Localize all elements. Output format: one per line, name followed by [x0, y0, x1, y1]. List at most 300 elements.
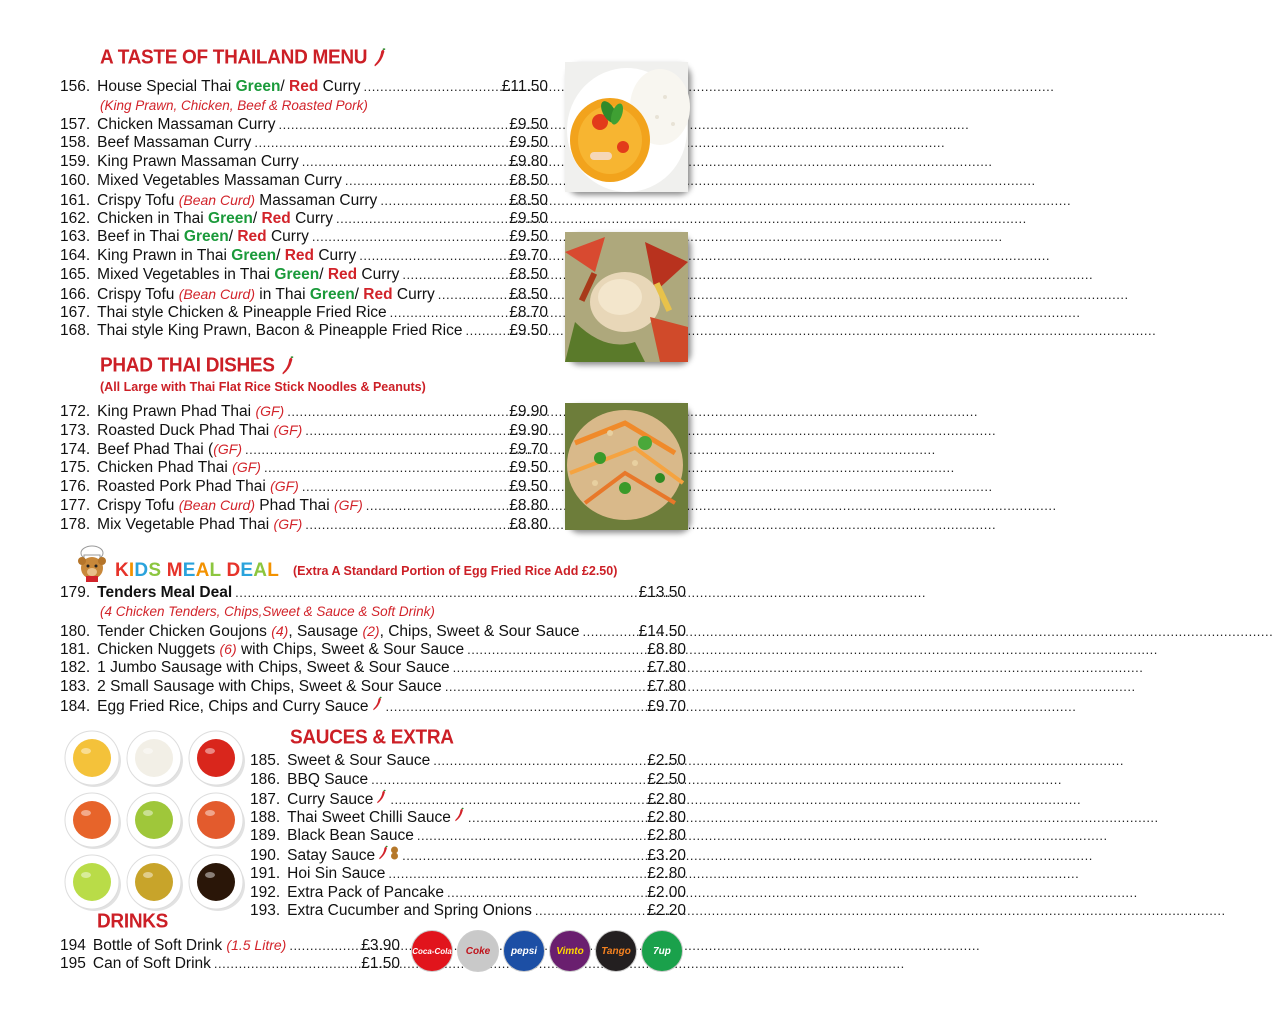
- item-number: 190.: [250, 846, 281, 864]
- item-name-part: Thai Sweet Chilli Sauce: [287, 809, 451, 827]
- item-name: [97, 697, 382, 717]
- item-price: £13.50: [638, 584, 686, 601]
- item-name-part: /: [252, 209, 262, 227]
- item-name-part: Thai style King Prawn, Bacon & Pineapple Fried Rice: [97, 322, 463, 340]
- item-name-part: (Bean Curd): [178, 496, 255, 513]
- item-number: 188.: [250, 809, 281, 827]
- item-name: [97, 477, 299, 497]
- item-name-part: Curry: [357, 265, 400, 283]
- kids-meal-deal-heading: [115, 560, 279, 582]
- menu-item-row: [60, 458, 548, 477]
- item-name: [97, 304, 386, 323]
- chili-icon: [378, 846, 389, 860]
- drinks-section-title: DRINKS: [97, 910, 169, 933]
- item-name-part: Curry: [392, 285, 435, 303]
- menu-item-row: [250, 808, 686, 827]
- item-name: [97, 584, 232, 603]
- sauce-bowl: [65, 731, 121, 787]
- leader-dots: [468, 809, 644, 828]
- item-number: 174.: [60, 440, 91, 458]
- item-number: 186.: [250, 770, 281, 788]
- item-name-part: Green: [231, 247, 277, 265]
- item-name-part: Bottle of Soft Drink: [92, 937, 227, 954]
- item-number: 184.: [60, 697, 91, 715]
- item-price: £2.00: [647, 883, 686, 901]
- menu-item-row: [60, 247, 548, 266]
- leader-dots: [235, 584, 635, 603]
- item-price: £7.80: [647, 677, 686, 695]
- item-name: [97, 322, 462, 341]
- item-price: £14.50: [638, 622, 686, 640]
- drinks-item-list: [60, 936, 400, 974]
- tango-logo: Tango: [595, 930, 637, 972]
- item-name-part: (GF): [270, 478, 299, 495]
- item-name-part: (GF): [273, 421, 303, 438]
- item-name-part: Tender Chicken Goujons: [97, 622, 272, 640]
- menu-item-row: [60, 322, 548, 341]
- item-name-part: (2): [362, 622, 380, 639]
- item-name-part: Sweet & Sour Sauce: [287, 752, 431, 769]
- kids-meal-deal-title: [115, 560, 617, 582]
- item-number: 165.: [60, 265, 91, 283]
- leader-dots: [254, 134, 506, 153]
- item-name-part: House Special Thai: [97, 78, 236, 95]
- leader-dots: [371, 771, 644, 790]
- phad-thai-item-list: [60, 402, 548, 534]
- leader-dots: [447, 884, 644, 903]
- leader-dots: [359, 247, 506, 266]
- item-name-part: (Bean Curd): [178, 285, 255, 302]
- menu-item-row: [60, 266, 548, 285]
- sauce-bowl: [127, 855, 183, 911]
- item-price: £8.80: [509, 515, 548, 533]
- item-name-part: Red: [284, 247, 315, 265]
- item-name-part: 2 Small Sausage with Chips, Sweet & Sour Sauce: [97, 677, 442, 695]
- leader-dots: [245, 441, 506, 460]
- item-number: 195: [60, 954, 86, 972]
- item-number: 191.: [250, 864, 281, 882]
- kids-chef-icon: [72, 545, 112, 583]
- item-name-part: Green: [183, 228, 229, 246]
- item-name-part: Green: [235, 78, 281, 95]
- coca-cola-logo: Coca-Cola: [411, 930, 453, 972]
- kids-title-letter: K: [115, 560, 129, 581]
- menu-item-row: [250, 771, 686, 790]
- item-description: (4 Chicken Tenders, Chips,Sweet & Sauce & Soft Drink): [100, 603, 435, 619]
- leader-dots: [366, 497, 506, 516]
- leader-dots: [465, 322, 506, 341]
- item-number: 175.: [60, 459, 91, 477]
- item-price: £2.80: [647, 790, 686, 808]
- item-price: £9.50: [509, 115, 548, 133]
- menu-item-row: [60, 477, 548, 496]
- kids-title-letter: I: [128, 560, 135, 581]
- menu-item-row: [60, 78, 548, 97]
- leader-dots: [345, 172, 506, 191]
- item-price: £9.70: [509, 247, 548, 265]
- item-price: £2.80: [647, 809, 686, 827]
- kids-title-letter: L: [209, 560, 221, 581]
- thailand-section-title: A TASTE OF THAILAND MENU: [100, 46, 387, 69]
- item-name-part: Red: [237, 228, 267, 246]
- item-price: £8.50: [509, 285, 548, 303]
- item-number: 176.: [60, 478, 91, 496]
- item-number: 159.: [60, 153, 91, 171]
- item-number: 177.: [60, 496, 91, 514]
- leader-dots: [278, 116, 506, 135]
- leader-dots: [402, 847, 644, 866]
- item-name-part: /: [280, 78, 290, 95]
- item-name-part: Can of Soft Drink: [92, 954, 211, 972]
- item-name: [97, 515, 302, 535]
- item-number: 185.: [250, 752, 281, 769]
- item-name-part: Crispy Tofu: [97, 191, 179, 209]
- 7up-logo: 7up: [641, 930, 683, 972]
- leader-dots: [386, 698, 645, 717]
- menu-item-row: [60, 440, 548, 459]
- item-name: [287, 771, 368, 790]
- item-name-part: Mixed Vegetables Massaman Curry: [97, 171, 342, 189]
- item-name-part: (Bean Curd): [178, 191, 255, 208]
- leader-dots: [380, 192, 506, 211]
- item-name-part: King Prawn Massaman Curry: [97, 153, 299, 171]
- vimto-logo: Vimto: [549, 930, 591, 972]
- item-name-part: Black Bean Sauce: [287, 827, 414, 845]
- item-name-part: Chicken Phad Thai: [97, 459, 233, 477]
- leader-dots: [302, 478, 506, 497]
- leader-dots: [453, 659, 645, 678]
- item-number: 157.: [60, 115, 91, 133]
- item-name-part: Roasted Pork Phad Thai: [97, 478, 271, 496]
- phad-thai-subtitle: (All Large with Thai Flat Rice Stick Noodles & Peanuts): [100, 380, 426, 394]
- item-price: £7.80: [647, 659, 686, 677]
- item-name: [97, 458, 261, 478]
- item-name: [287, 884, 444, 903]
- item-name-part: Chicken in Thai: [97, 209, 209, 227]
- item-name-part: , Chips, Sweet & Sour Sauce: [379, 622, 580, 640]
- menu-item-row: [60, 210, 548, 229]
- leader-dots: [312, 228, 506, 247]
- item-number: 162.: [60, 209, 91, 227]
- item-price: £8.50: [509, 171, 548, 189]
- sauce-bowl: [189, 731, 245, 787]
- item-name: [97, 78, 360, 97]
- item-price: £9.50: [509, 478, 548, 496]
- item-name: [97, 678, 442, 697]
- item-number: 172.: [60, 403, 91, 420]
- menu-item-row: [60, 697, 686, 716]
- item-name-part: King Prawn Phad Thai: [97, 403, 256, 420]
- item-name-part: Extra Cucumber and Spring Onions: [287, 902, 532, 920]
- item-name-part: Green: [309, 285, 355, 303]
- leader-dots: [302, 153, 506, 172]
- menu-item-row: [60, 622, 686, 641]
- curry-photo: [565, 62, 688, 192]
- item-name-part: Phad Thai: [255, 496, 334, 514]
- item-name-part: Crispy Tofu: [97, 496, 179, 514]
- menu-item-row: [60, 153, 548, 172]
- kids-item-list: [60, 584, 686, 716]
- chili-icon: [281, 357, 295, 376]
- item-name-part: (GF): [334, 496, 363, 513]
- menu-item-row: [60, 304, 548, 323]
- item-name-part: Curry Sauce: [287, 790, 374, 808]
- sauces-item-list: [250, 752, 686, 921]
- item-number: 189.: [250, 827, 281, 845]
- menu-item-row: [60, 285, 548, 304]
- item-name-part: Curry: [318, 78, 361, 95]
- menu-item-row: [60, 116, 548, 135]
- item-price: £9.70: [509, 440, 548, 458]
- leader-dots: [388, 865, 644, 884]
- item-name: [287, 846, 399, 866]
- item-price: £9.50: [509, 459, 548, 477]
- item-name-part: in Thai: [255, 285, 310, 303]
- item-name-part: Mixed Vegetables in Thai: [97, 265, 275, 283]
- phad-thai-photo: [565, 403, 688, 530]
- item-price: £2.20: [647, 902, 686, 920]
- item-name: [287, 827, 414, 846]
- item-name: [97, 402, 284, 422]
- item-price: £9.80: [509, 153, 548, 171]
- menu-item-row: [60, 955, 400, 974]
- item-number: 193.: [250, 902, 281, 920]
- item-price: £9.50: [509, 322, 548, 340]
- item-name-part: (GF): [255, 403, 285, 419]
- item-name: [93, 955, 211, 974]
- menu-item-row: [250, 865, 686, 884]
- item-number: 183.: [60, 677, 91, 695]
- kids-title-letter: S: [148, 560, 162, 581]
- item-name: [97, 172, 342, 191]
- pepsi-logo: pepsi: [503, 930, 545, 972]
- item-name: [97, 134, 251, 153]
- item-name-part: , Sausage: [288, 622, 363, 640]
- item-price: £2.50: [647, 752, 686, 769]
- menu-item-row: [60, 584, 686, 603]
- item-name-part: (GF): [213, 440, 242, 457]
- menu-item-row: [250, 902, 686, 921]
- item-name-part: Green: [274, 265, 320, 283]
- sauces-section-title: SAUCES & EXTRA: [290, 726, 454, 749]
- chili-icon: [373, 49, 387, 68]
- item-number: 156.: [60, 78, 91, 95]
- item-price: £9.90: [509, 403, 548, 420]
- item-number: 179.: [60, 584, 91, 601]
- item-number: 194: [60, 937, 86, 954]
- menu-item-row: [60, 421, 548, 440]
- leader-dots: [438, 286, 506, 305]
- item-name-part: Red: [261, 209, 291, 227]
- drink-brand-logos: [411, 930, 683, 972]
- item-name: [97, 116, 275, 135]
- item-name-part: (GF): [273, 515, 303, 532]
- item-name-part: with Chips, Sweet & Sour Sauce: [236, 641, 465, 659]
- item-name-part: Curry: [266, 228, 309, 246]
- menu-item-row: [250, 846, 686, 865]
- item-price: £9.50: [509, 228, 548, 246]
- fried-rice-photo: [565, 232, 688, 362]
- menu-item-row: [60, 228, 548, 247]
- item-number: 164.: [60, 247, 91, 265]
- item-name-part: (1.5 Litre): [226, 937, 287, 953]
- menu-item-row: [60, 678, 686, 697]
- item-name-part: Satay Sauce: [287, 846, 376, 864]
- item-name-part: (GF): [232, 459, 261, 476]
- item-price: £9.50: [509, 209, 548, 227]
- item-name: [97, 496, 363, 516]
- item-name-part: Tenders Meal Deal: [97, 584, 233, 601]
- item-name-part: Extra Pack of Pancake: [287, 883, 444, 901]
- item-price: £8.50: [509, 191, 548, 209]
- menu-item-row: [60, 134, 548, 153]
- menu-item-row: [250, 827, 686, 846]
- item-price: £1.50: [361, 954, 400, 972]
- leader-dots: [445, 678, 644, 697]
- item-name-part: Chicken Nuggets: [97, 641, 220, 659]
- item-name-part: Egg Fried Rice, Chips and Curry Sauce: [97, 697, 369, 715]
- leader-dots: [305, 516, 506, 535]
- menu-item-row: [250, 790, 686, 809]
- menu-item-row: [250, 752, 686, 771]
- item-name: [93, 936, 286, 956]
- menu-item-row: [250, 884, 686, 903]
- leader-dots: [364, 78, 499, 97]
- leader-dots: [417, 827, 644, 846]
- item-name-part: Thai style Chicken & Pineapple Fried Rice: [97, 303, 387, 321]
- item-number: 160.: [60, 171, 91, 189]
- menu-item-row: [60, 515, 548, 534]
- item-name-part: Green: [208, 209, 253, 227]
- item-name: [97, 153, 299, 172]
- leader-dots: [305, 422, 506, 441]
- item-name-part: Massaman Curry: [255, 191, 378, 209]
- leader-dots: [390, 304, 507, 323]
- kids-title-letter: L: [267, 560, 279, 581]
- chili-icon: [376, 790, 387, 804]
- item-name: [97, 228, 309, 247]
- kids-title-letter: A: [253, 560, 268, 581]
- item-name: [97, 247, 356, 266]
- item-name-part: Red: [363, 285, 393, 303]
- item-number: 167.: [60, 303, 91, 321]
- leader-dots: [582, 623, 635, 642]
- item-name: [287, 752, 430, 771]
- menu-item-row: [60, 402, 548, 421]
- item-price: £8.50: [509, 265, 548, 283]
- menu-item-row: [60, 659, 686, 678]
- item-name-part: Red: [289, 78, 319, 95]
- leader-dots: [402, 266, 506, 285]
- item-price: £9.70: [647, 697, 686, 715]
- sauce-bowl: [65, 793, 121, 849]
- item-price: £3.90: [361, 937, 400, 954]
- item-price: £2.50: [647, 770, 686, 788]
- leader-dots: [433, 752, 644, 771]
- item-price: £2.80: [647, 864, 686, 882]
- item-number: 192.: [250, 883, 281, 901]
- item-price: £9.50: [509, 134, 548, 152]
- item-name: [97, 622, 579, 642]
- kids-title-letter: M: [166, 560, 183, 581]
- item-name-part: Red: [327, 265, 358, 283]
- leader-dots: [289, 937, 358, 956]
- leader-dots: [214, 955, 358, 974]
- chili-icon: [372, 697, 383, 711]
- item-name-part: Hoi Sin Sauce: [287, 864, 386, 882]
- menu-item-row: [60, 640, 686, 659]
- item-name-part: Crispy Tofu: [97, 285, 179, 303]
- item-number: 182.: [60, 659, 91, 677]
- item-name-part: Beef in Thai: [97, 228, 184, 246]
- item-name-part: Beef Massaman Curry: [97, 134, 252, 152]
- item-name: [287, 865, 385, 884]
- leader-dots: [467, 641, 644, 660]
- leader-dots: [264, 459, 506, 478]
- phad-thai-section-title: PHAD THAI DISHES: [100, 354, 295, 377]
- item-name-part: /: [228, 228, 238, 246]
- menu-item-row: [60, 496, 548, 515]
- item-name: [287, 902, 532, 921]
- kids-title-letter: E: [182, 560, 196, 581]
- item-name: [97, 191, 377, 211]
- item-number: 168.: [60, 322, 91, 340]
- kids-title-letter: A: [195, 560, 210, 581]
- item-price: £8.80: [509, 496, 548, 514]
- kids-title-letter: D: [226, 560, 241, 581]
- item-price: £2.80: [647, 827, 686, 845]
- diet-coke-logo: Coke: [457, 930, 499, 972]
- sauce-bowl: [189, 855, 245, 911]
- item-name-part: Beef Phad Thai (: [97, 440, 214, 458]
- item-price: £11.50: [501, 78, 548, 95]
- item-name: [97, 640, 464, 660]
- item-name: [97, 266, 399, 285]
- item-name: [287, 808, 465, 828]
- item-name-part: BBQ Sauce: [287, 770, 369, 788]
- item-description: (King Prawn, Chicken, Beef & Roasted Pork): [100, 97, 368, 113]
- item-name-part: Curry: [290, 209, 333, 227]
- item-number: 158.: [60, 134, 91, 152]
- item-name-part: /: [319, 265, 328, 283]
- item-name-part: Curry: [314, 247, 357, 265]
- thailand-item-list: [60, 78, 548, 341]
- kids-title-letter: D: [134, 560, 149, 581]
- item-name-part: (6): [219, 641, 237, 658]
- item-name: [97, 659, 449, 678]
- item-number: 166.: [60, 285, 91, 303]
- item-price: £8.80: [647, 641, 686, 659]
- item-name-part: Mix Vegetable Phad Thai: [97, 515, 274, 533]
- leader-dots: [336, 210, 506, 229]
- chili-icon: [454, 808, 465, 822]
- item-name-part: (4): [271, 622, 289, 639]
- item-number: 173.: [60, 421, 91, 439]
- peanut-icon: [390, 846, 399, 860]
- item-number: 161.: [60, 191, 91, 209]
- menu-item-row: [60, 936, 400, 955]
- item-price: £3.20: [647, 846, 686, 864]
- kids-extra-note: (Extra A Standard Portion of Egg Fried Rice Add £2.50): [293, 564, 618, 578]
- item-number: 163.: [60, 228, 91, 246]
- item-price: £8.70: [509, 303, 548, 321]
- item-number: 181.: [60, 641, 91, 659]
- item-name: [97, 285, 435, 305]
- item-name-part: /: [354, 285, 364, 303]
- item-name-part: Roasted Duck Phad Thai: [97, 421, 274, 439]
- sauce-bowl: [127, 793, 183, 849]
- item-name-part: 1 Jumbo Sausage with Chips, Sweet & Sour Sauce: [97, 659, 450, 677]
